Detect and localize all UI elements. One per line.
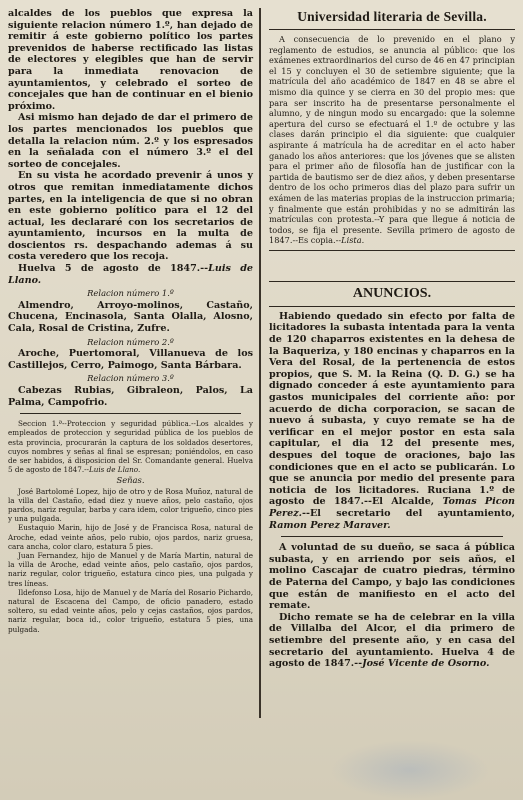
gov-notice-signature: Huelva 5 de agosto de 1847.--Luis de Llano. — [8, 263, 254, 286]
signature-tomas-picon: Tomas Picon Perez. — [269, 496, 515, 519]
auction-notice-2: A voluntad de su dueño, se saca á pública subasta, y en arriendo por seis años, el molino Cascajar de cuatro piedras, término de Paterna del Campo, y bajo las condiciones que están de manifiesto en el acto del remate. — [269, 542, 515, 612]
anuncios-rule-top — [269, 250, 515, 251]
anuncios-title: ANUNCIOS. — [352, 285, 432, 301]
signature-lista: Lista. — [341, 235, 365, 246]
relation-2-title: Relacion número 2.º — [87, 336, 174, 347]
signature-luis-de-llano-2: Luis de Llano. — [88, 465, 141, 475]
gov-notice-paragraph-1: alcaldes de los pueblos que expresa la siguiente relacion número 1.º, han dejado de remitir á este gobierno político los partes prevenidos de haberse rectificado las listas de electores y elegibles que han de servir para la inmediata renovacion de ayuntamientos, y celebrado el sorteo de concejales que han de continuar en el bienio próximo. — [8, 8, 253, 112]
gov-notice-paragraph-3: En su vista he acordado prevenir á unos y otros que remitan inmediatamente dichos partes, en la inteligencia de que si no obran en este gobierno político para el 12 del actual, les declararé con los secretarios de ayuntamiento, incursos en la multa de doscientos rs. despachando ademas á su costa veredero que los recoja. — [8, 170, 253, 263]
relation-3-list: Cabezas Rubias, Gibraleon, Palos, La Palma, Campofrio. — [8, 385, 253, 408]
bleed-through-text — [269, 255, 515, 265]
deserter-description-4: Ildefonso Losa, hijo de Manuel y de María del Rosario Pichardo, natural de Escacena del Campo, de oficio panadero, estado soltero, su edad veinte años, pelo y cejas castaños, ojos pardos, nariz regular, boca id., color trigueño, estatura 5 pies, una pulgada. — [8, 587, 253, 634]
relation-1-title: Relacion número 1.º — [87, 288, 174, 299]
auction-notice-1: Habiendo quedado sin efecto por falta de licitadores la subasta intentada para la venta de 120 chaparros existentes en la dehesa de la Baqueriza, y 180 encinas y chaparros en la Vera del Rosal, de la pertenencia de estos propios, que S. M. la Reina (Q. D. G.) se ha dignado conceder á este ayuntamiento para gastos municipales del corriente año: por acuerdo de dicha corporacion, se sacan de nuevo á subasta, y cuyo remate se ha de verificar en el mejor postor en esta sala capitular, el dia 12 del presente mes, despues del toque de oraciones, bajo las condiciones que en el acto se publicarán. Lo que se anuncia por medio del presente para noticia de los licitadores. Ruciana 1.º de agosto de 1847.--El Alcalde, Tomas Picon Perez.--El secretario del ayuntamiento, Ramon Perez Maraver. — [269, 310, 515, 531]
university-notice: A consecuencia de lo prevenido en el plano y reglamento de estudios, se anuncia al público: que los exámenes extraordinarios del curso de 46 en 47 principian el 15 y concluyen el 30 de setiembre siguiente; que la matrícula del año académico de 1847 en 48 se abre el mismo dia quince y se cierra en 30 del propio mes: que para ser inscrito ha de presentarse personalmente el alumno, y de ningun modo su encargado: que la solemne apertura del curso se efectuará el 1.º de octubre y las clases darán principio el dia siguiente: que cualquier aspirante á matrícula ha de acreditar en el acto haber ganado los años anteriores: que los jóvenes que se alisten para el primer año de filosofía han de justificar con la partida de bautismo ser de diez años, y deben presentarse dentro de los ocho primeros dias del plazo para sufrir un exámen de las materias propias de la instruccion primaria; y finalmente que están prohibidas y no se admitirán las matrículas con protesta.--Y para que llegue á noticia de todos, se fija el presente. Sevilla primero de agosto de 1847.--Es copia.--Lista. — [269, 34, 515, 246]
title-rule — [269, 29, 515, 30]
relation-2-list: Aroche, Puertomoral, Villanueva de los Castillejos, Cerro, Paimogo, Santa Bárbara. — [8, 348, 253, 371]
deserter-description-1: José Bartolomé Lopez, hijo de otro y de Rosa Muñoz, natural de la villa del Castaño, edad diez y nueve años, pelo castaño, ojos pardos, nariz regular, barba y cara idem, color trigueño, cinco pies y una pulgada. — [8, 486, 253, 524]
right-column — [261, 8, 515, 800]
deserter-description-2: Eustaquio Marin, hijo de José y de Francisca Rosa, natural de Aroche, edad veinte años, pelo rubio, ojos pardos, nariz gruesa, cara ancha, color claro, estatura 5 pies. — [8, 523, 253, 551]
relation-1-list: Almendro, Arroyo-molinos, Castaño, Chucena, Encinasola, Santa Olalla, Alosno, Cala, Rosal de Cristina, Zufre. — [8, 299, 253, 335]
bleed-through-text-2 — [269, 267, 515, 277]
gov-notice-paragraph-2: Asi mismo han dejado de dar el primero de los partes mencionados los pueblos que detalla la relacion núm. 2.º y los espresados en la señalada con el número 3.º el del sorteo de concejales. — [8, 112, 253, 170]
relation-3-title: Relacion número 3.º — [87, 373, 174, 384]
security-section-text: Seccion 1.ª--Proteccion y seguridad pública.--Los alcaldes y empleados de proteccion y seguridad pública de los pueblos de esta provincia, procurarán la captura de los soldados desertores, cuyos nombres y señas al final se espresan; poniéndolos, en caso de ser habidos, á disposicion del Sr. Comandante general. Huelva 5 de agosto de 1847.--Luis de Llano. — [8, 419, 253, 475]
notice-divider — [281, 536, 503, 537]
left-column — [8, 8, 259, 800]
auction-notice-3: Dicho remate se ha de celebrar en la villa de Villalba del Alcor, el dia primero de setiembre del presente año, y en casa del secretario del ayuntamiento. Huelva 4 de agosto de 1847.--José Vicente de Osorno. — [269, 611, 515, 670]
signature-ramon-perez: Ramon Perez Maraver. — [269, 519, 391, 531]
section-divider — [20, 413, 241, 414]
signature-jose-vicente-osorno: José Vicente de Osorno. — [362, 658, 490, 670]
university-title: Universidad literaria de Sevilla. — [297, 9, 487, 24]
deserter-description-3: Juan Fernandez, hijo de Manuel y de María Martin, natural de la villa de Aroche, edad veinte años, pelo castaño, ojos pardos, nariz regular, color trigueño, estatura cinco pies, una pulgada y tres líneas. — [8, 551, 253, 588]
senas-title: Señas. — [116, 475, 145, 486]
signature-luis-de-llano: Luis de Llano. — [8, 263, 254, 286]
anuncios-rule-middle — [269, 281, 515, 282]
anuncios-rule-bottom — [269, 306, 515, 307]
